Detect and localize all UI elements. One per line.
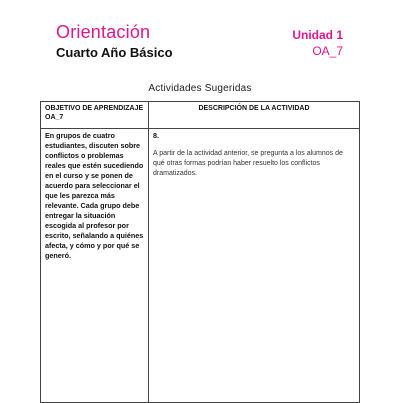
section-title: Actividades Sugeridas [148,83,252,94]
activity-description: A partir de la actividad anterior, se pregunta a los alumnos de qué otras formas podrían haber resuelto los conflictos dramatizados. [153,150,343,177]
table-header-row [41,102,360,129]
activity-number: 8. [153,131,159,140]
document-header-right [292,28,343,59]
objective-header: OBJETIVO DE APRENDIZAJE OA_7 [41,102,149,129]
description-cell [149,129,360,403]
description-header: DESCRIPCIÓN DE LA ACTIVIDAD [149,102,360,129]
subject-title: Orientación [56,22,151,42]
table-row [41,129,360,403]
grade-title: Cuarto Año Básico [56,45,173,60]
document-header-left [56,22,173,61]
unit-label: Unidad 1 [292,28,343,42]
objective-cell [41,129,149,403]
activity-table [40,101,360,403]
oa-code: OA_7 [312,44,343,58]
objective-text: En grupos de cuatro estudiantes, discuten sobre conflictos o problemas reales que estén sucediendo en el curso y se ponen de acuerdo para seleccionar el que les parezca más relevante. Cada grupo debe entregar la situación escogida al profesor por escrito, señalando a quiénes afecta, y cómo y por qué se generó. [45,131,144,260]
